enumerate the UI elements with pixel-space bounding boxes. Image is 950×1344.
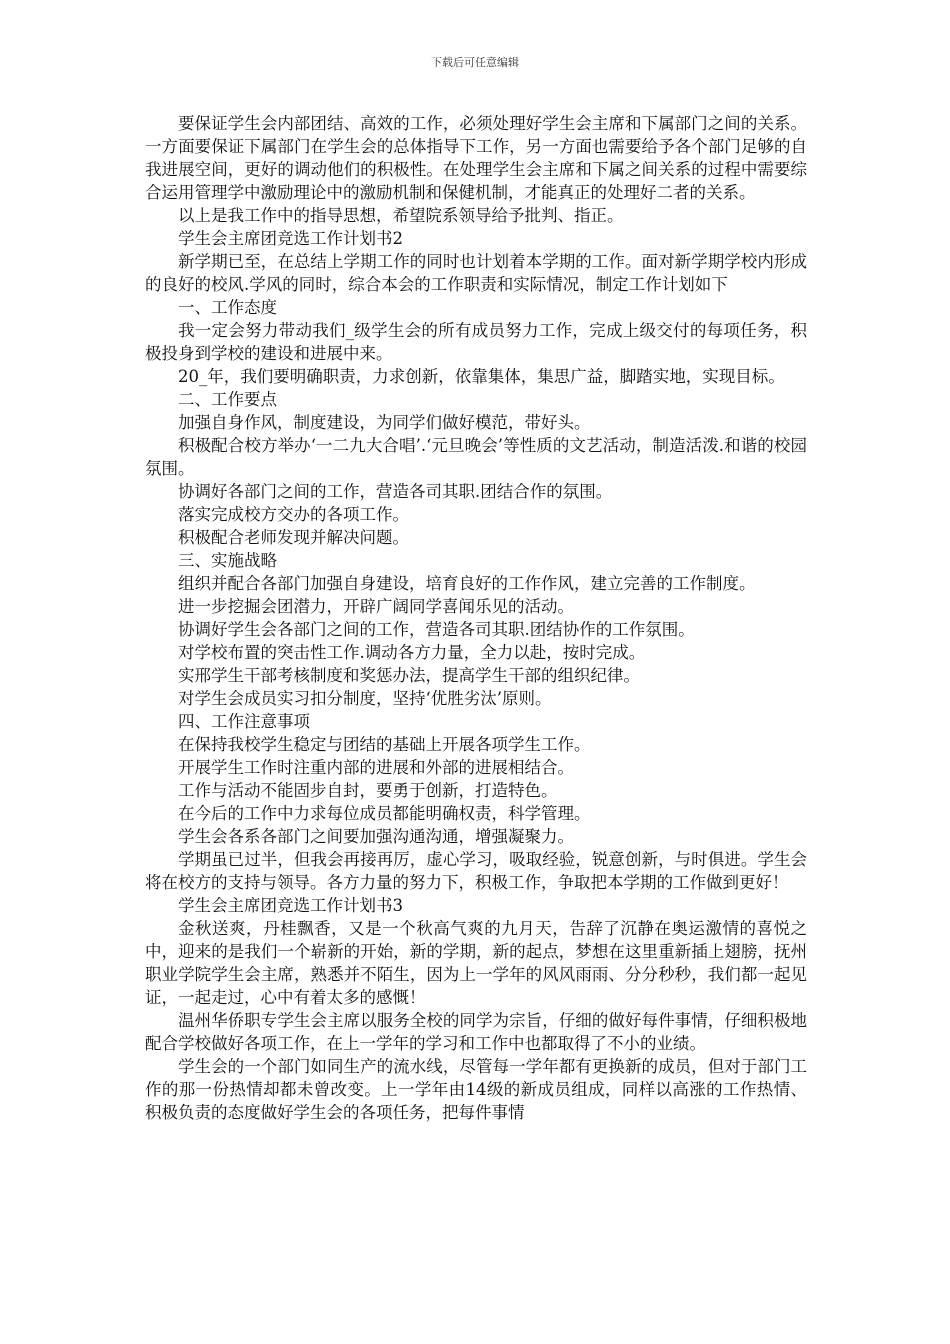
document-body — [145, 112, 807, 1124]
section-title: 学生会主席团竞选工作计划书3 — [178, 896, 403, 915]
paragraph: 学生会的一个部门如同生产的流水线，尽管每一学年都有更换新的成员，但对于部门工作的那一份热情却都未曾改变。上一学年由14级的新成员组成，同样以高涨的工作热情、积极负责的态度做好学生会的各项任务，把每件事情 — [145, 1057, 807, 1122]
paragraph: 在保持我校学生稳定与团结的基础上开展各项学生工作。 — [178, 735, 591, 754]
paragraph: 要保证学生会内部团结、高效的工作，必须处理好学生会主席和下属部门之间的关系。一方面要保证下属部门在学生会的总体指导下工作，另一方面也需要给予各个部门足够的自我进展空间，更好的调动他们的积极性。在处理学生会主席和下属之间关系的过程中需要综合运用管理学中激励理论中的激励机制和保健机制，才能真正的处理好二者的关系。 — [145, 114, 807, 202]
paragraph: 协调好各部门之间的工作，营造各司其职.团结合作的氛围。 — [178, 482, 613, 501]
paragraph: 落实完成校方交办的各项工作。 — [178, 505, 409, 524]
paragraph: 20_年，我们要明确职责，力求创新，依靠集体，集思广益，脚踏实地，实现目标。 — [178, 367, 785, 386]
paragraph: 温州华侨职专学生会主席以服务全校的同学为宗旨，仔细的做好每件事情，仔细积极地配合学校做好各项工作，在上一学年的学习和工作中也都取得了不小的业绩。 — [145, 1011, 807, 1053]
paragraph: 对学生会成员实习扣分制度，坚持‘优胜劣汰’原则。 — [178, 689, 552, 708]
paragraph: 协调好学生会各部门之间的工作，营造各司其职.团结协作的工作氛围。 — [178, 620, 695, 639]
paragraph: 进一步挖掘会团潜力，开辟广阔同学喜闻乐见的活动。 — [178, 597, 574, 616]
paragraph: 学期虽已过半，但我会再接再厉，虚心学习，吸取经验，锐意创新，与时俱进。学生会将在校方的支持与领导。各方力量的努力下，积极工作，争取把本学期的工作做到更好！ — [145, 850, 807, 892]
paragraph: 学生会各系各部门之间要加强沟通沟通，增强凝聚力。 — [178, 827, 574, 846]
paragraph: 积极配合校方举办‘一二九大合唱’.‘元旦晚会’等性质的文艺活动，制造活泼.和谐的校园氛围。 — [145, 436, 807, 478]
section-heading: 四、工作注意事项 — [178, 712, 310, 731]
paragraph: 我一定会努力带动我们_级学生会的所有成员努力工作，完成上级交付的每项任务，积极投身到学校的建设和进展中来。 — [145, 321, 807, 363]
paragraph: 积极配合老师发现并解决问题。 — [178, 528, 409, 547]
section-heading: 三、实施战略 — [178, 551, 277, 570]
paragraph: 组织并配合各部门加强自身建设，培育良好的工作作风，建立完善的工作制度。 — [178, 574, 756, 593]
paragraph: 金秋送爽，丹桂飘香，又是一个秋高气爽的九月天，告辞了沉静在奥运激情的喜悦之中，迎来的是我们一个崭新的开始，新的学期，新的起点，梦想在这里重新插上翅膀，抚州职业学院学生会主席，熟悉并不陌生，因为上一学年的风风雨雨、分分秒秒，我们都一起见证，一起走过，心中有着太多的感慨！ — [145, 919, 807, 1007]
paragraph: 工作与活动不能固步自封，要勇于创新，打造特色。 — [178, 781, 558, 800]
paragraph: 开展学生工作时注重内部的进展和外部的进展相结合。 — [178, 758, 574, 777]
paragraph: 以上是我工作中的指导思想，希望院系领导给予批判、指正。 — [178, 206, 624, 225]
page-header-note: 下载后可任意编辑 — [431, 56, 519, 69]
paragraph: 对学校布置的突击性工作.调动各方力量，全力以赴，按时完成。 — [178, 643, 646, 662]
paragraph: 加强自身作风，制度建设，为同学们做好模范，带好头。 — [178, 413, 591, 432]
paragraph: 在今后的工作中力求每位成员都能明确权责，科学管理。 — [178, 804, 591, 823]
section-heading: 二、工作要点 — [178, 390, 277, 409]
paragraph: 实邢学生干部考核制度和奖惩办法，提高学生干部的组织纪律。 — [178, 666, 640, 685]
paragraph: 新学期已至，在总结上学期工作的同时也计划着本学期的工作。面对新学期学校内形成的良好的校风.学风的同时，综合本会的工作职责和实际情况，制定工作计划如下 — [145, 252, 807, 294]
section-heading: 一、工作态度 — [178, 298, 277, 317]
section-title: 学生会主席团竞选工作计划书2 — [178, 229, 403, 248]
